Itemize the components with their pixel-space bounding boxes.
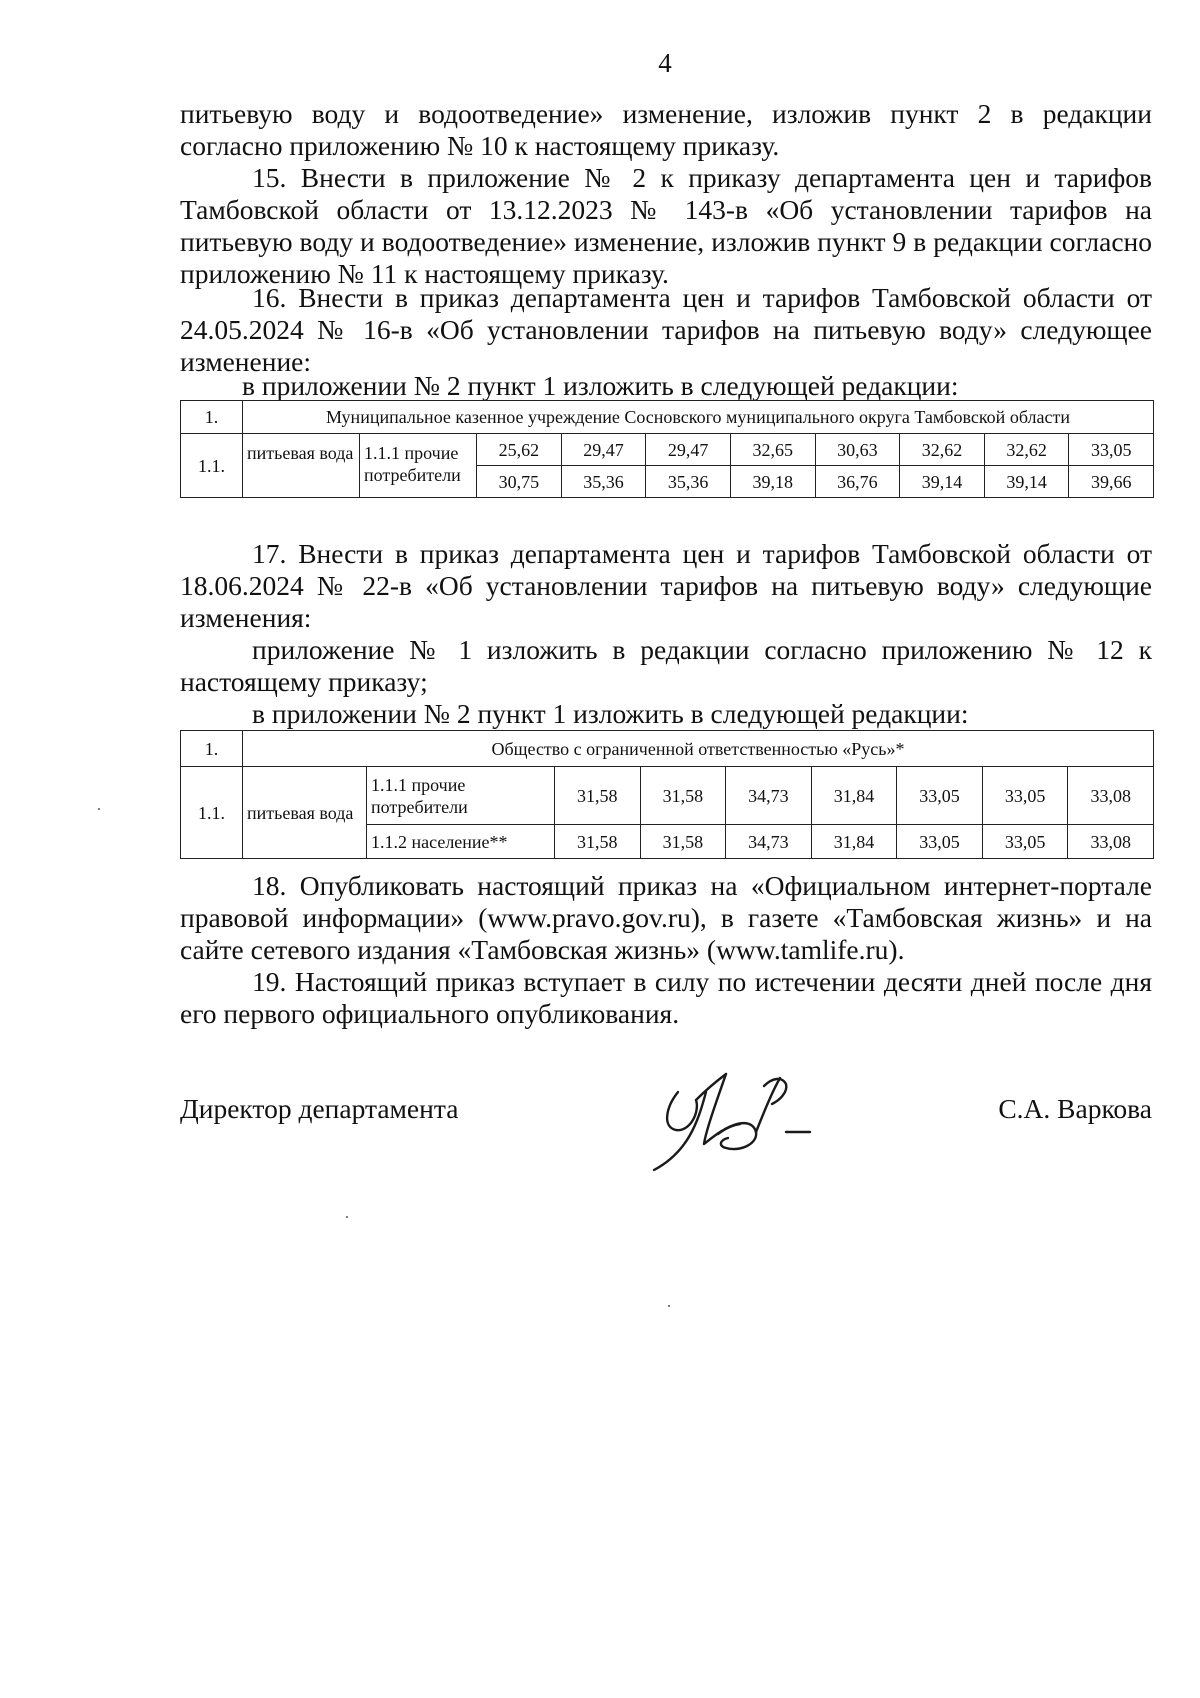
table-1-cell: 39,14 [984,466,1069,498]
tariff-table-2 [180,730,1154,859]
table-2-cell: 33,05 [982,767,1068,825]
table-1-cell: 32,65 [730,434,815,466]
signatory-title: Директор департамента [180,1093,459,1124]
page-number: 4 [658,48,672,78]
table-2-cell: 33,08 [1068,825,1154,859]
table-1-cell: 39,14 [900,466,985,498]
table-1-cell: 39,18 [730,466,815,498]
table-2-cell: 31,58 [640,825,726,859]
table-1-cell: 30,75 [477,466,562,498]
table-2-category-1: 1.1.1 прочие потребители [367,767,555,825]
scan-speck [346,1216,348,1218]
scan-speck [668,1305,670,1307]
table-2-cell: 33,05 [982,825,1068,859]
table-1-cell: 35,36 [646,466,731,498]
paragraph-18: 18. Опубликовать настоящий приказ на «Официальном интернет-портале правовой информации» (www.pravo.gov.ru), в газете «Тамбовская жизнь» и на сайте сетевого издания «Тамбовская жизнь» (www.tamlife.ru). [180,870,1152,965]
table-2-cell: 33,05 [897,825,983,859]
table-1-subrow-number: 1.1. [181,434,243,498]
table-1-service: питьевая вода [243,434,360,498]
table-2-category-2: 1.1.2 население** [367,825,555,859]
table-1-cell: 29,47 [646,434,731,466]
paragraph-15: 15. Внести в приложение № 2 к приказу департамента цен и тарифов Тамбовской области от 13.12.2023 № 143-в «Об установлении тарифов на питьевую воду и водоотведение» изменение, изложив пункт 9 в редакции согласно приложению № 11 к настоящему приказу. [180,162,1152,289]
table-1-cell: 30,63 [815,434,900,466]
table-1-row-number: 1. [181,401,243,434]
table-2-cell: 33,05 [897,767,983,825]
paragraph-14-line-2: согласно приложению № 10 к настоящему приказу. [180,130,780,161]
table-2-cell: 33,08 [1068,767,1154,825]
paragraph-14-line-1: питьевую воду и водоотведение» изменение, изложив пункт 2 в редакции [180,98,1152,129]
table-2-cell: 31,58 [555,767,641,825]
table-1-cell: 32,62 [900,434,985,466]
table-2-cell: 31,58 [640,767,726,825]
table-1-cell: 33,05 [1069,434,1154,466]
paragraph-17: 17. Внести в приказ департамента цен и тарифов Тамбовской области от 18.06.2024 № 22-в «Об установлении тарифов на питьевую воду» следующие изменения: [180,538,1152,633]
table-1-cell: 32,62 [984,434,1069,466]
table-2-row-number: 1. [181,731,243,767]
table-2-cell: 31,84 [811,825,897,859]
table-1-organization: Муниципальное казенное учреждение Сосновского муниципального округа Тамбовской области [243,401,1154,434]
signatory-name: С.А. Варкова [998,1093,1152,1124]
table-1-cell: 35,36 [561,466,646,498]
table-2-cell: 34,73 [726,767,812,825]
table-1-cell: 39,66 [1069,466,1154,498]
table-1-cell: 29,47 [561,434,646,466]
paragraph-17-sub-1: приложение № 1 изложить в редакции согласно приложению № 12 к настоящему приказу; [180,634,1152,697]
paragraph-17-sub-2: в приложении № 2 пункт 1 изложить в следующей редакции: [252,698,969,729]
table-2-cell: 31,84 [811,767,897,825]
table-2-service: питьевая вода [243,767,367,859]
table-1-category: 1.1.1 прочие потребители [360,434,477,498]
paragraph-16: 16. Внести в приказ департамента цен и тарифов Тамбовской области от 24.05.2024 № 16-в «Об установлении тарифов на питьевую воду» следующее изменение: [180,282,1152,377]
table-2-subrow-number: 1.1. [181,767,243,859]
handwritten-signature [648,1052,828,1172]
table-2-cell: 31,58 [555,825,641,859]
table-2-organization: Общество с ограниченной ответственностью «Русь»* [243,731,1154,767]
tariff-table-1 [180,400,1154,498]
table-1-cell: 25,62 [477,434,562,466]
paragraph-19: 19. Настоящий приказ вступает в силу по истечении десяти дней после дня его первого официального опубликования. [180,966,1152,1029]
scan-speck [98,808,100,810]
table-1-cell: 36,76 [815,466,900,498]
table-2-cell: 34,73 [726,825,812,859]
paragraph-16-sub: в приложении № 2 пункт 1 изложить в следующей редакции: [242,370,959,401]
